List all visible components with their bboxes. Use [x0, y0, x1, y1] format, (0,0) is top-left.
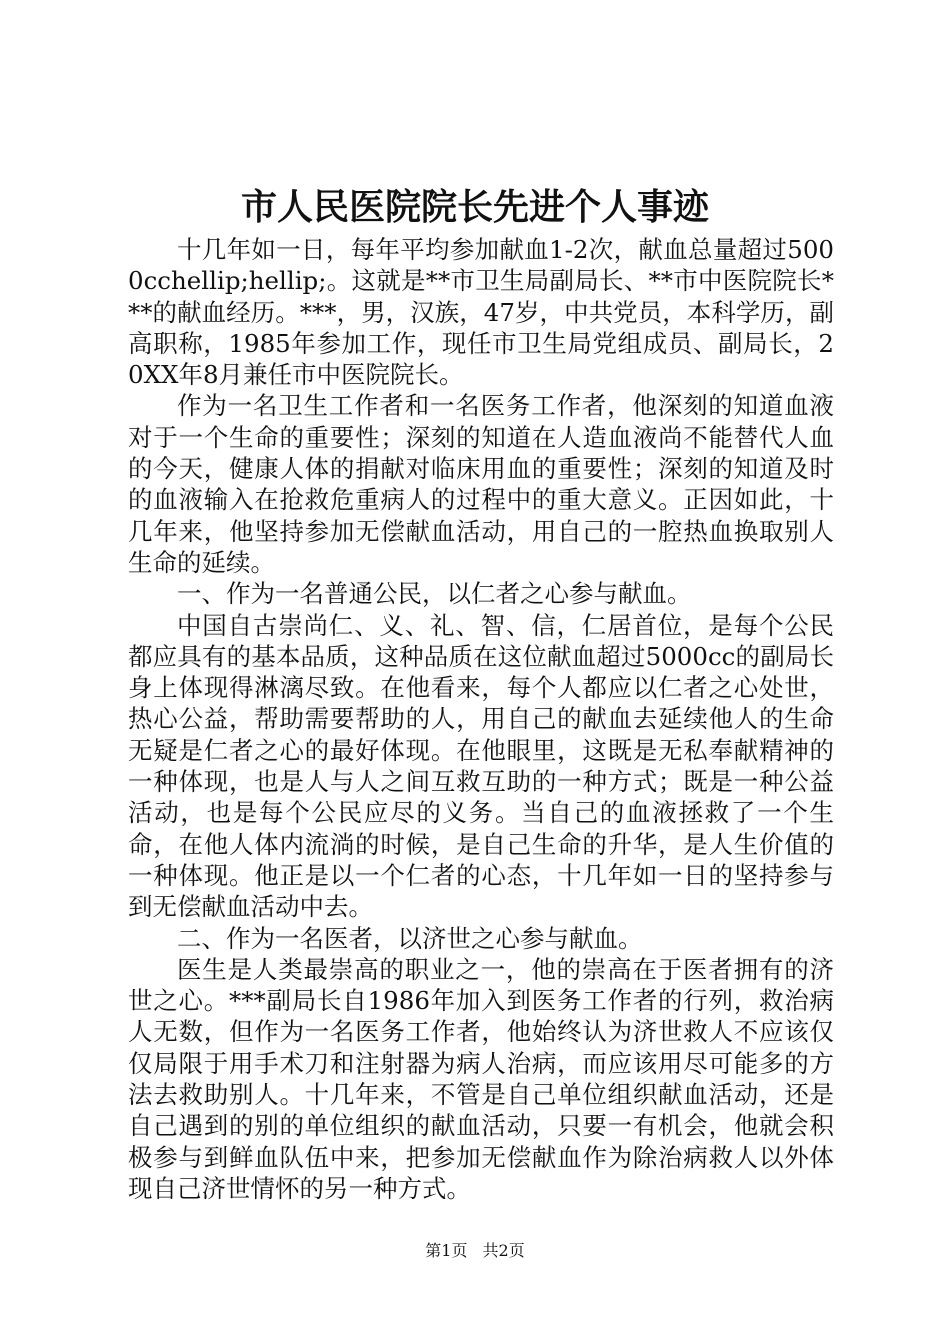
- section-heading-doctor: 二、作为一名医者，以济世之心参与献血。: [177, 923, 643, 953]
- section-heading-citizen: 一、作为一名普通公民，以仁者之心参与献血。: [177, 579, 692, 609]
- page-total: 共2页: [482, 1241, 525, 1260]
- paragraph-intro: 十几年如一日，每年平均参加献血1-2次，献血总量超过5000cchellip;hellip;。这就是**市卫生局副局长、**市中医院院长***的献血经历。***，男，汉族，47岁，中共党员，本科学历，副高职称，1985年参加工作，现任市卫生局党组成员、副局长，20XX年8月兼任市中医院院长。: [128, 235, 834, 390]
- page-number: 第1页: [425, 1241, 468, 1260]
- paragraph-doctor: 医生是人类最崇高的职业之一，他的崇高在于医者拥有的济世之心。***副局长自1986年加入到医务工作者的行列，救治病人无数，但作为一名医务工作者，他始终认为济世救人不应该仅仅局限于用手术刀和注射器为病人治病，而应该用尽可能多的方法去救助别人。十几年来，不管是自己单位组织献血活动，还是自己遇到的别的单位组织的献血活动，只要一有机会，他就会积极参与到鲜血队伍中来，把参加无偿献血作为除治病救人以外体现自己济世情怀的另一种方式。: [128, 954, 834, 1203]
- page-footer: [0, 1240, 950, 1262]
- document-title: 市人民医院院长先进个人事迹: [240, 186, 709, 228]
- document-body: [128, 234, 834, 1204]
- paragraph-awareness: 作为一名卫生工作者和一名医务工作者，他深刻的知道血液对于一个生命的重要性；深刻的知道在人造血液尚不能替代人血的今天，健康人体的捐献对临床用血的重要性；深刻的知道及时的血液输入在抢救危重病人的过程中的重大意义。正因如此，十几年来，他坚持参加无偿献血活动，用自己的一腔热血换取别人生命的延续。: [128, 391, 834, 577]
- paragraph-citizen: 中国自古崇尚仁、义、礼、智、信，仁居首位，是每个公民都应具有的基本品质，这种品质在这位献血超过5000cc的副局长身上体现得淋漓尽致。在他看来，每个人都应以仁者之心处世，热心公益，帮助需要帮助的人，用自己的献血去延续他人的生命无疑是仁者之心的最好体现。在他眼里，这既是无私奉献精神的一种体现，也是人与人之间互救互助的一种方式；既是一种公益活动，也是每个公民应尽的义务。当自己的血液拯救了一个生命，在他人体内流淌的时候，是自己生命的升华，是人生价值的一种体现。他正是以一个仁者的心态，十几年如一日的坚持参与到无偿献血活动中去。: [128, 610, 834, 922]
